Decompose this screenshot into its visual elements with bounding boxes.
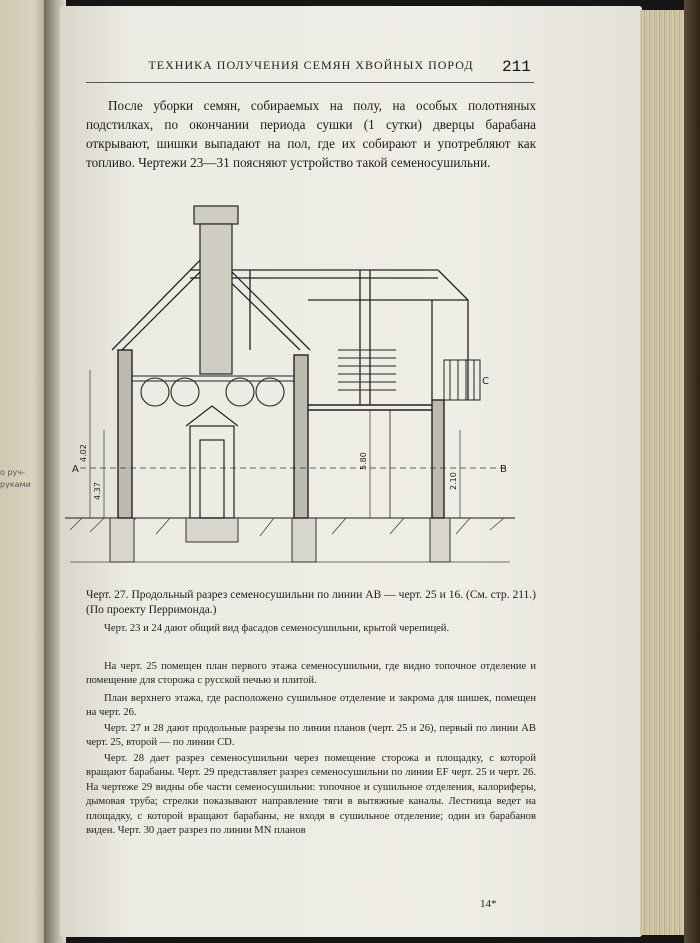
drums [132, 376, 294, 406]
paragraph: Черт. 23 и 24 дают общий вид фасадов семеносушильни, крытой черепицей. [104, 623, 450, 634]
page-number: 211 [502, 58, 531, 76]
paragraph: План верхнего этажа, где расположено сушильное отделение и закрома для шишек, помещен на черт. 26. [86, 693, 536, 719]
chimney [194, 206, 238, 374]
book-binding [684, 0, 700, 943]
building-section-drawing [60, 200, 520, 585]
section-label: B [500, 464, 507, 475]
left-page-fragment: руками [0, 480, 31, 489]
section-label: C [482, 376, 489, 387]
foundation [110, 518, 450, 562]
stairs-balcony [338, 350, 480, 400]
figure-caption: Черт. 27. Продольный разрез семеносушильни по линии AB — черт. 25 и 16. (См. стр. 211.) (По проекту Перримонда.) [86, 589, 536, 616]
furnace-door [186, 406, 238, 518]
header-rule [86, 82, 534, 83]
signature-mark: 14* [480, 898, 497, 910]
section-label: A [72, 464, 79, 475]
paragraph: Черт. 28 дает разрез семеносушильни через помещение сторожа и площадку, с которой вращают барабаны. Черт. 29 представляет разрез семеносушильни по линии EF черт. 25 и черт. 26. На чертеже 29 видны обе части семеносушильни: топочное и сушильное отделения, калориферы, дымовая труба; стрелки показывают направление тяги в вытяжные каналы. Лестница ведет на площадку, с которой вращают барабаны, не входя в сушильное отделение; один из барабанов виден. Черт. 30 дает разрез по линии MN планов [86, 753, 536, 837]
left-page-fragment: о руч- [0, 468, 25, 477]
dimension-label: 2.10 [449, 472, 458, 490]
walls [118, 350, 444, 518]
running-head: ТЕХНИКА ПОЛУЧЕНИЯ СЕМЯН ХВОЙНЫХ ПОРОД [148, 58, 474, 72]
page-edges [640, 10, 684, 935]
paragraph: Черт. 27 и 28 дают продольные разрезы по линии планов (черт. 25 и 26), первый по линии AB черт. 25, второй — по линии CD. [86, 723, 536, 749]
dimension-label: 5.80 [359, 452, 368, 470]
dimension-label: 4.02 [79, 444, 88, 462]
dimension-label: 4.37 [93, 482, 102, 500]
paragraph: На черт. 25 помещен план первого этажа семеносушильни, где видно топочное отделение и помещение для сторожа с русской печью и плитой. [86, 661, 536, 687]
roof [112, 250, 468, 405]
left-page-edge [0, 0, 48, 943]
body-paragraph: После уборки семян, собираемых на полу, на особых полотняных подстилках, по окончании периода сушки (1 сутки) дверцы барабана открывают, шишки выпадают на пол, где их собирают и употребляют как топливо. Чертежи 23—31 поясняют устройство такой семеносушильни. [86, 98, 536, 170]
